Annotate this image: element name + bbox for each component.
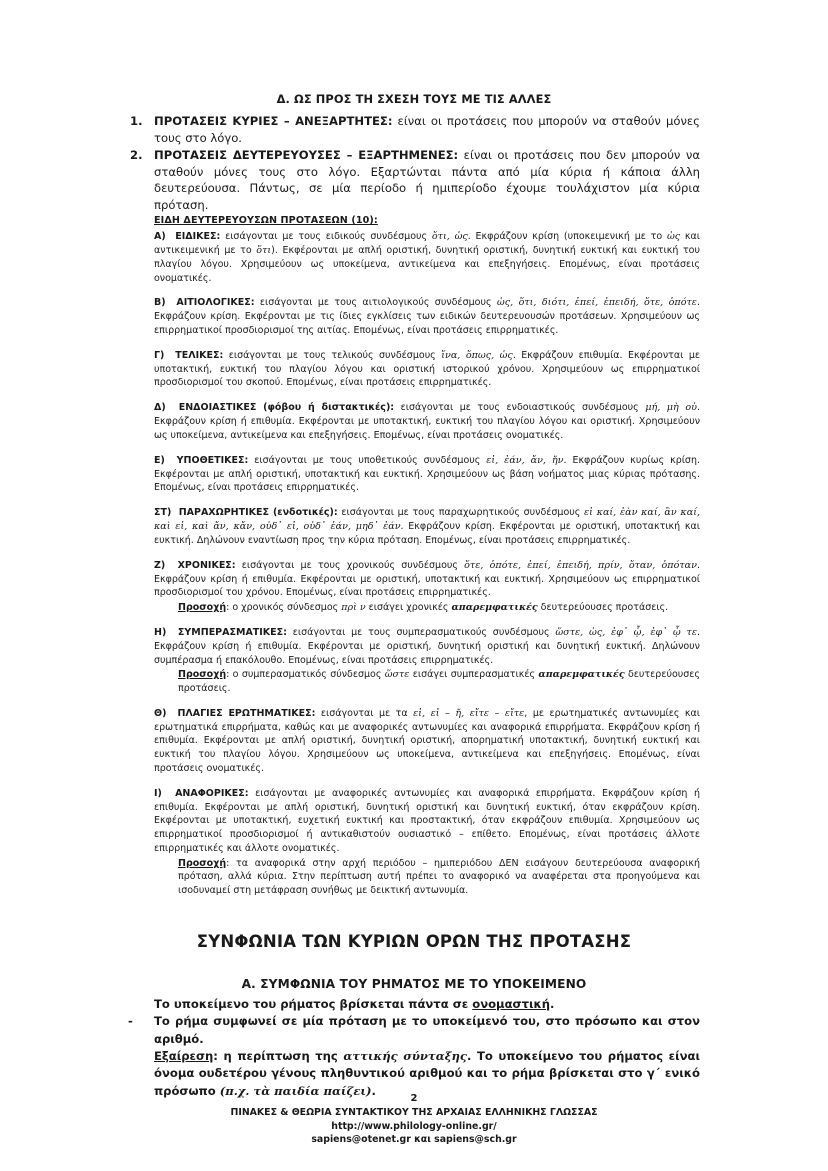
note-label: Προσοχή [178,602,227,614]
agreement-line-2 [128,1013,700,1048]
note-text: : ο χρονικός σύνδεσμος [226,602,342,614]
entry-text: και αντικειμενική με το [154,230,701,256]
agreement-text: . Το υποκείμενο του ρήματος είναι όνομα ουδετέρου γένους πληθυντικού αριθμού και το ρήμα βρίσκεται στο γ´ ενικό πρόσωπο [154,1049,700,1098]
agreement-emphasis: ονομαστική [472,996,550,1011]
greek-conjunctions: πρὶ ν [341,602,366,614]
page-number: 2 [410,1093,418,1105]
note-emphasis: απαρεμφατικές [538,669,625,681]
entry-text: . Εκφράζουν επιθυμία. Εκφέρονται με υποτακτική, ευκτική του πλαγίου λόγου και οριστική ιστορικού χρόνου. Χρησιμεύουν ως επιρρηματικοί προσδιορισμοί του σκοπού. Επομένως, είναι προτάσεις επιρρηματικές. [154,349,700,389]
entry-endoiastikes [154,401,700,442]
note-text: : τα αναφορικά στην αρχή περιόδου – ημιπεριόδου ΔΕΝ εισάγουν δευτερεύουσα αναφορική πρόταση, αλλά κύρια. Στην περίπτωση αυτή πρέπει το αναφορικό να αναφέρεται στα προηγούμενα και ισοδυναμεί στη μετάφραση συνήθως με δεικτική αντωνυμία. [178,857,700,897]
greek-conjunctions: ὥστε [384,669,410,681]
entry-text: , με ερωτηματικές αντωνυμίες και ερωτηματικά επιρρήματα, καθώς και με αναφορικές αντωνυμίες και αναφορικά επιρρήματα. Εκφράζουν κρίση ή επιθυμία. Εκφέρονται με απλή οριστική, δυνητική οριστική, απορηματική υποτακτική, δυνητική ευκτική και ευκτική του πλαγίου λόγου. Χρησιμεύουν ως υποκείμενα, αντικείμενα και επεξηγήσεις. Επομένως, είναι προτάσεις ονοματικές. [154,707,701,775]
note-text: εισάγει χρονικές [365,602,452,614]
entry-name: ΕΙΔΙΚΕΣ: [175,230,221,242]
entry-marker: Ι) [154,787,162,799]
subordinate-types-heading: ΕΙΔΗ ΔΕΥΤΕΡΕΥΟΥΣΩΝ ΠΡΟΤΑΣΕΩΝ (10): [154,214,378,226]
greek-conjunctions: ἵνα, ὅπως, ὡς [441,349,513,361]
entry-text: εισάγονται με τους ενδοιαστικούς συνδέσμους [394,402,646,414]
entry-marker: ΣΤ) [154,507,172,519]
entry-text: εισάγονται με τους αιτιολογικούς συνδέσμους [254,297,497,309]
entry-name: ΥΠΟΘΕΤΙΚΕΣ: [176,454,249,466]
agreement-text: : η περίπτωση της [213,1049,344,1064]
agreement-line-1 [154,996,700,1013]
entry-text: . Εκφράζουν κυρίως κρίση. Εκφέρονται με απλή οριστική, υποτακτική και ευκτική. Χρησιμεύουν ως βάση νοήματος μιας κύριας πρότασης. Επομένως, είναι προτάσεις επιρρηματικές. [154,454,700,494]
numbered-item-text: είναι οι προτάσεις που δεν μπορούν να σταθούν μόνες τους στο λόγο. Εξαρτώνται πάντα από μία κύρια ή κάποια άλλη δευτερεύουσα. Πάντως, σε μία περίοδο ή ημιπερίοδο έχουμε τουλάχιστον μία κύρια πρόταση. [154,148,701,212]
note-text: : ο συμπερασματικός σύνδεσμος [226,669,385,681]
entry-name: ΤΕΛΙΚΕΣ: [175,349,224,361]
greek-conjunctions: ὥστε, ὡς, ἐφ᾽ ᾧ, ἐφ᾽ ᾧ τε [555,626,697,638]
entry-text: εισάγονται με τους συμπερασματικούς συνδέσμους [286,626,556,638]
greek-conjunctions: ὅτε, ὁπότε, ἐπεί, ἐπειδή, πρίν, ὅταν, ὁπόταν [464,559,697,571]
entry-name: ΠΛΑΓΙΕΣ ΕΡΩΤΗΜΑΤΙΚΕΣ: [177,707,316,719]
entry-name: ΑΙΤΙΟΛΟΓΙΚΕΣ: [176,297,255,309]
note-anaforikes [154,857,700,898]
agreement-text: . [550,996,555,1011]
entry-name: ΕΝΔΟΙΑΣΤΙΚΕΣ (φόβου ή διστακτικές): [178,402,395,414]
greek-conjunctions: εἰ καί, ἐὰν καί, ἂν καί, καὶ εἰ, καὶ ἄν, κἄν, οὐδ᾽ εἰ, οὐδ᾽ ἐάν, μηδ᾽ ἐάν [154,507,701,532]
page-footer [0,1093,828,1147]
greek-conjunctions: μή, μὴ οὐ [645,402,697,414]
entry-text: εισάγονται με τους υποθετικούς συνδέσμους [248,454,487,466]
entry-marker: Β) [154,297,166,309]
note-emphasis: απαρεμφατικές [451,602,538,614]
note-text: δευτερεύουσες προτάσεις. [537,602,669,614]
entry-text: εισάγονται με τους ειδικούς συνδέσμους [220,230,432,242]
note-text: δευτερεύουσες προτάσεις. [178,669,700,695]
entry-text: εισάγονται με τους τελικούς συνδέσμους [223,349,442,361]
entry-marker: Θ) [154,707,167,719]
agreement-emphasis: αττικής σύνταξης [343,1049,467,1064]
entry-aitiologikes [154,296,700,337]
greek-conjunctions: ὡς, ὅτι, διότι, ἐπεί, ἐπειδή, ὅτε, ὁπότε [496,297,697,309]
greek-conjunctions: εἰ, ἐάν, ἄν, ἤν [486,454,564,466]
entry-symperasmatikes [154,626,700,667]
entry-ypothetikes [154,454,700,495]
entry-name: ΣΥΜΠΕΡΑΣΜΑΤΙΚΕΣ: [177,626,287,638]
entry-marker: Α) [154,230,166,242]
numbered-item-label: ΠΡΟΤΑΣΕΙΣ ΔΕΥΤΕΡΕΥΟΥΣΕΣ – ΕΞΑΡΤΗΜΕΝΕΣ: [154,148,459,163]
entry-plagies-erotimatikes [154,707,700,776]
agreement-subtitle: Α. ΣΥΜΦΩΝΙΑ ΤΟΥ ΡΗΜΑΤΟΣ ΜΕ ΤΟ ΥΠΟΚΕΙΜΕΝΟ [241,976,587,991]
agreement-text: . [371,1083,376,1098]
agreement-example: (π.χ. τὰ παιδία παίζει) [219,1083,372,1098]
note-symperasmatikes [154,668,700,696]
entry-text: . Εκφράζουν κρίση. Εκφέρονται με οριστική, υποτακτική και ευκτική. Δηλώνουν εναντίωση προς την κύρια πρόταση. Επομένως, είναι προτάσεις επιρρηματικές. [154,520,700,546]
agreement-text: Το υποκείμενο του ρήματος βρίσκεται πάντα σε [154,996,473,1011]
list-item [154,113,700,146]
note-label: Προσοχή [178,857,227,869]
entry-text: εισάγονται με αναφορικές αντωνυμίες και αναφορικά επιρρήματα. Εκφράζουν κρίση ή επιθυμία. Εκφέρονται με απλή οριστική, δυνητική οριστική και δυνητική ευκτική, όταν εκφράζουν κρίση. Εκφέρονται με υποτακτική, ευχετική ευκτική και προστακτική, όταν εκφράζουν επιθυμία. Χρησιμεύουν ως επιρρηματικοί προσδιορισμοί ή αντικαθιστούν ουσιαστικό – επίθετο. Επομένως, είναι προτάσεις άλλοτε επιρρηματικές και άλλοτε ονοματικές. [154,787,700,854]
entry-text: . Εκφράζουν κρίση (υποκειμενική με το [467,230,667,242]
entry-text: . Εκφράζουν κρίση. Εκφέρονται με τις ίδιες εγκλίσεις των ειδικών δευτερευουσών προτάσεων. Χρησιμεύουν ως επιρρηματικοί προσδιορισμοί της αιτίας. Επομένως, είναι προτάσεις επιρρηματικές. [154,297,700,336]
main-clause-types-list [128,113,700,213]
agreement-title: ΣΥΝΦΩΝΙΑ ΤΩΝ ΚΥΡΙΩΝ ΟΡΩΝ ΤΗΣ ΠΡΟΤΑΣΗΣ [196,931,632,951]
agreement-text: Το ρήμα συμφωνεί σε μία πρόταση με το υποκείμενό του, στο πρόσωπο και στον αριθμό. [154,1014,700,1046]
entry-telikes [154,349,700,390]
entry-eidikes [154,230,700,285]
dash-bullet: - [128,1014,133,1029]
entry-text: . Εκφράζουν κρίση ή επιθυμία. Εκφέρονται με οριστική, δυνητική οριστική και δυνητική ευκτική. Δηλώνουν συμπέρασμα ή επακόλουθο. Επομένως, είναι προτάσεις επιρρηματικές. [154,626,700,666]
entry-marker: Δ) [154,402,166,414]
entry-xronikes [154,559,700,600]
entry-marker: Η) [154,626,167,638]
numbered-item-label: ΠΡΟΤΑΣΕΙΣ ΚΥΡΙΕΣ – ΑΝΕΞΑΡΤΗΤΕΣ: [154,114,393,129]
greek-conjunctions: ὅτι, ὡς [431,230,468,242]
entry-paraxoritikes [154,506,700,548]
entry-text: εισάγονται με τους παραχωρητικούς συνδέσμους [337,507,585,519]
entry-name: ΧΡΟΝΙΚΕΣ: [177,559,236,571]
greek-conjunctions: ὡς [666,230,681,242]
note-xronikes [154,601,700,615]
footer-title: ΠΙΝΑΚΕΣ & ΘΕΩΡΙΑ ΣΥΝΤΑΚΤΙΚΟΥ ΤΗΣ ΑΡΧΑΙΑΣ ΕΛΛΗΝΙΚΗΣ ΓΛΩΣΣΑΣ [230,1107,598,1119]
entry-text: ). Εκφέρονται με απλή οριστική, δυνητική οριστική, δυνητική ευκτική και ευκτική του πλαγίου λόγου. Χρησιμεύουν ως υποκείμενα, αντικείμενα και επεξηγήσεις. Επομένως, είναι προτάσεις ονοματικές. [154,244,700,284]
entry-marker: Ζ) [154,559,166,571]
note-label: Προσοχή [178,669,227,681]
entry-name: ΠΑΡΑΧΩΡΗΤΙΚΕΣ (ενδοτικές): [178,507,338,519]
greek-conjunctions: εἰ, εἰ – ἤ, εἴτε – εἴτε [413,707,525,719]
entry-marker: Γ) [154,349,165,361]
footer-url: http://www.philology-online.gr/ [331,1120,497,1132]
greek-conjunctions: ὅτι [256,244,272,256]
entry-text: εισάγονται με τους χρονικούς συνδέσμους [235,559,465,571]
note-text: εισάγει συμπερασματικές [409,669,539,681]
entry-anaforikes [154,787,700,856]
list-item [154,147,700,213]
entry-text: εισάγονται με τα [315,707,414,719]
page-title: Δ. ΩΣ ΠΡΟΣ ΤΗ ΣΧΕΣΗ ΤΟΥΣ ΜΕ ΤΙΣ ΑΛΛΕΣ [276,92,552,106]
numbered-item-text: είναι οι προτάσεις που μπορούν να σταθούν μόνες τους στο λόγο. [154,114,700,145]
entry-name: ΑΝΑΦΟΡΙΚΕΣ: [175,787,249,799]
footer-email: sapiens@otenet.gr και sapiens@sch.gr [311,1134,517,1146]
entry-text: . Εκφράζουν κρίση ή επιθυμία. Εκφέρονται με υποτακτική, ευκτική του πλαγίου λόγου και οριστική. Χρησιμεύουν ως υποκείμενα, αντικείμενα και επεξηγήσεις. Επομένως, είναι προτάσεις ονοματικές. [154,402,700,441]
exception-label: Εξαίρεση [154,1049,214,1064]
entry-text: . Εκφράζουν κρίση ή επιθυμία. Εκφέρονται με οριστική, υποτακτική και ευκτική. Χρησιμεύουν ως επιρρηματικοί προσδιορισμοί του χρόνου. Επομένως, είναι προτάσεις επιρρηματικές. [154,559,700,599]
entry-marker: Ε) [154,454,165,466]
